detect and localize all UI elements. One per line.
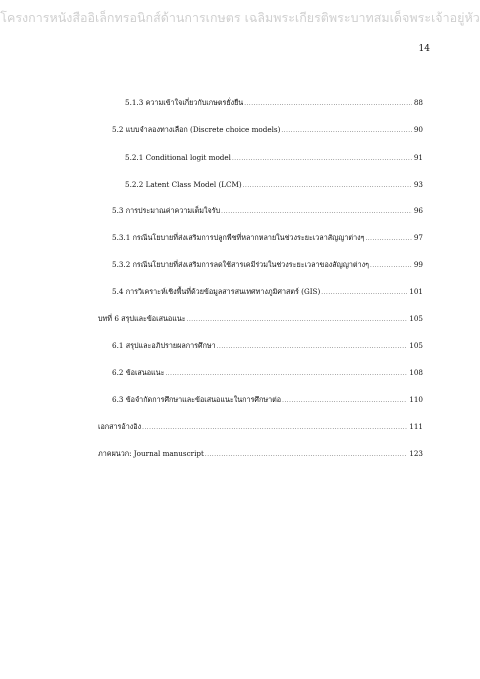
toc-leader-dots	[321, 288, 407, 298]
toc-entry[interactable]	[125, 153, 423, 164]
toc-entry-page: 108	[409, 368, 423, 377]
toc-entry-page: 105	[409, 314, 423, 323]
toc-entry-label: 6.2 ข้อเสนอแนะ	[112, 368, 165, 377]
toc-leader-dots	[281, 126, 411, 136]
toc-entry-page: 97	[413, 233, 423, 242]
toc-entry-label: บทที่ 6 สรุปและข้อเสนอแนะ	[98, 314, 186, 323]
toc-entry-page: 90	[413, 125, 423, 134]
toc-entry-label: เอกสารอ้างอิง	[98, 422, 142, 431]
toc-entry-page: 123	[409, 449, 423, 458]
toc-entry-label: 5.2.1 Conditional logit model	[125, 153, 231, 162]
page-number: 14	[418, 44, 430, 54]
toc-leader-dots	[142, 423, 407, 433]
toc-entry-page: 110	[409, 395, 423, 404]
toc-entry-label: 5.3 การประมาณค่าความเต็มใจรับ	[112, 206, 221, 215]
toc-leader-dots	[221, 207, 412, 217]
toc-entry-page: 93	[413, 180, 423, 189]
toc-entry-label: 5.4 การวิเคราะห์เชิงพื้นที่ด้วยข้อมูลสารสนเทศทางภูมิศาสตร์ (GIS)	[112, 287, 321, 296]
toc-entry-page: 99	[413, 260, 423, 269]
toc-entry-page: 96	[413, 206, 423, 215]
toc-entry[interactable]	[112, 233, 423, 244]
toc-entry[interactable]	[98, 449, 423, 460]
toc-entry-page: 105	[409, 341, 423, 350]
toc-entry-label: 6.1 สรุปและอภิปรายผลการศึกษา	[112, 341, 216, 350]
toc-entry[interactable]	[98, 314, 423, 325]
toc-leader-dots	[232, 154, 412, 164]
toc-leader-dots	[244, 99, 412, 109]
toc-leader-dots	[165, 369, 407, 379]
toc-entry[interactable]	[112, 341, 423, 352]
toc-entry-label: 5.2 แบบจำลองทางเลือก (Discrete choice models)	[112, 125, 281, 134]
toc-entry[interactable]	[112, 368, 423, 379]
toc-entry[interactable]	[112, 206, 423, 217]
toc-entry-page: 101	[409, 287, 423, 296]
toc-leader-dots	[243, 181, 412, 191]
toc-entry[interactable]	[112, 125, 423, 136]
toc-entry-page: 111	[409, 422, 423, 431]
toc-leader-dots	[282, 396, 407, 406]
watermark-text: โครงการหนังสืออิเล็กทรอนิกส์ด้านการเกษตร เฉลิมพระเกียรติพระบาทสมเด็จพระเจ้าอยู่หัว	[0, 10, 480, 25]
toc-entry-label: 5.3.2 กรณีนโยบายที่ส่งเสริมการลดใช้สารเคมีร่วมในช่วงระยะเวลาของสัญญาต่างๆ	[112, 260, 370, 269]
toc-entry[interactable]	[98, 422, 423, 433]
toc-leader-dots	[205, 450, 407, 460]
toc-entry[interactable]	[125, 180, 423, 191]
toc-entry-page: 88	[413, 98, 423, 107]
toc-entry[interactable]	[112, 260, 423, 271]
toc-leader-dots	[217, 342, 408, 352]
toc-leader-dots	[187, 315, 408, 325]
toc-entry[interactable]	[125, 98, 423, 109]
toc-entry-label: 6.3 ข้อจำกัดการศึกษาและข้อเสนอแนะในการศึกษาต่อ	[112, 395, 282, 404]
toc-leader-dots	[365, 234, 411, 244]
toc-entry-label: 5.3.1 กรณีนโยบายที่ส่งเสริมการปลูกพืชที่หลากหลายในช่วงระยะเวลาสัญญาต่างๆ	[112, 233, 365, 242]
toc-entry[interactable]	[112, 395, 423, 406]
toc-entry-label: ภาคผนวก: Journal manuscript	[98, 449, 204, 458]
toc-leader-dots	[370, 261, 412, 271]
toc-entry-label: 5.1.3 ความเข้าใจเกี่ยวกับเกษตรยั่งยืน	[125, 98, 244, 107]
toc-entry[interactable]	[112, 287, 423, 298]
toc-entry-label: 5.2.2 Latent Class Model (LCM)	[125, 180, 242, 189]
toc-entry-page: 91	[413, 153, 423, 162]
